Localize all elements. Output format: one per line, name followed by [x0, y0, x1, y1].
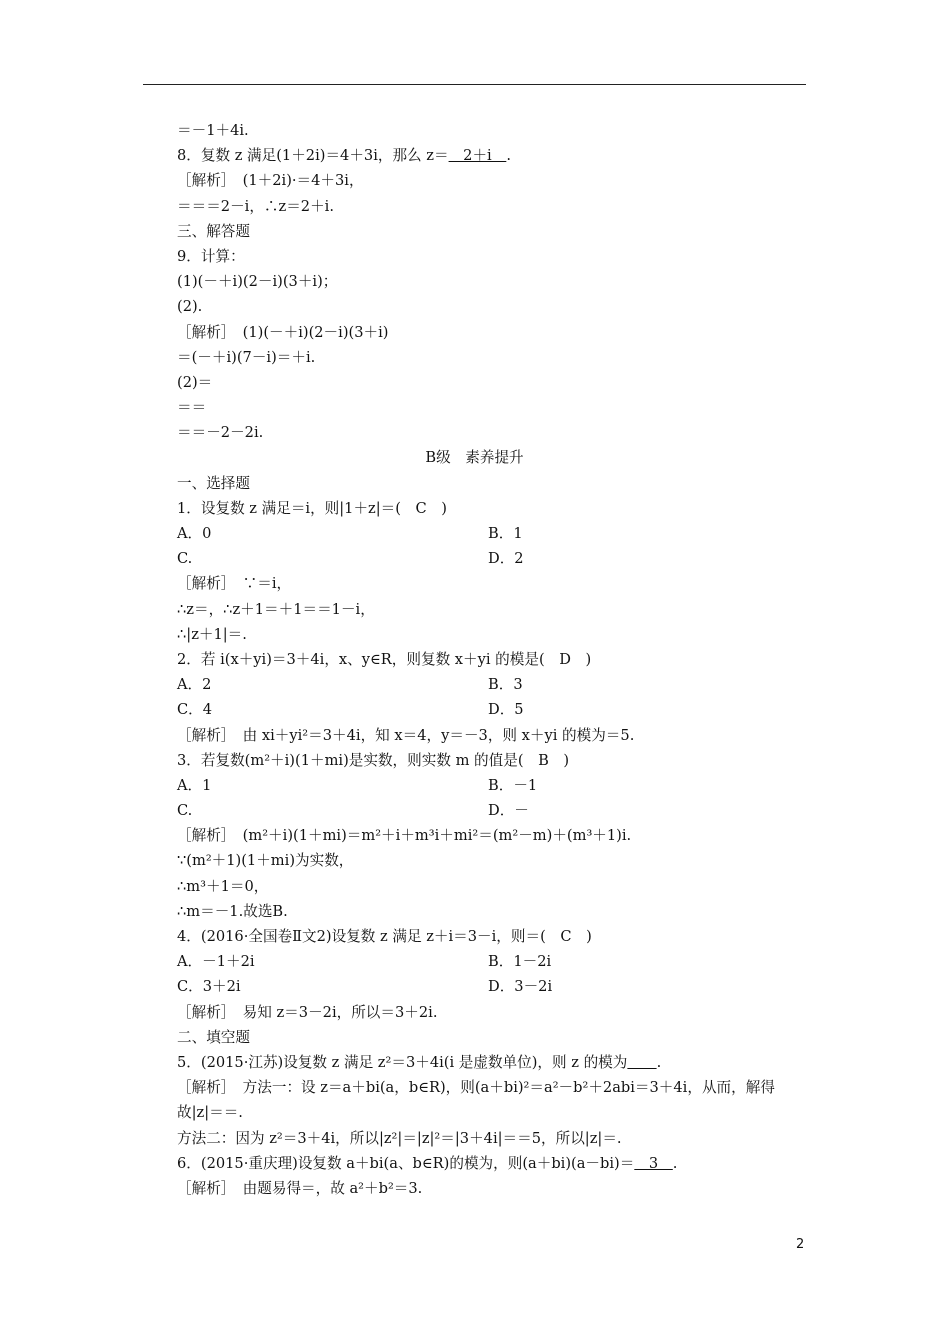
question-text: 6．(2015·重庆理)设复数 a＋bi(a、b∈R)的模为，则(a＋bi)(a－bi)＝: [177, 1154, 635, 1172]
text-line: ［解析］ (m²＋i)(1＋mi)＝m²＋i＋m³i＋mi²＝(m²－m)＋(m³＋1)i.: [177, 827, 632, 845]
question-text: 8．复数 z 满足(1＋2i)＝4＋3i，那么 z＝: [177, 147, 449, 165]
text-line: ∴|z＋1|＝.: [177, 625, 247, 643]
choice-option: A．2: [177, 676, 212, 694]
text-line: ＝＝＝2－i，∴z＝2＋i.: [177, 197, 334, 215]
text-line: (2)＝: [177, 373, 213, 391]
choice-option: B．3: [488, 676, 523, 694]
text-line: ＝＝: [177, 399, 207, 417]
text-line: ＝－1＋4i.: [177, 122, 249, 139]
text-line: 4．(2016·全国卷Ⅱ文2)设复数 z 满足 z＋i＝3－i，则＝( C ): [177, 928, 592, 945]
answer-blank: 3: [634, 1154, 673, 1172]
text-line: ［解析］ 由题易得＝，故 a²＋b²＝3.: [177, 1179, 423, 1197]
text-line: ［解析］ (1)(－＋i)(2－i)(3＋i): [177, 323, 389, 341]
text-line: ∴m³＋1＝0，: [177, 877, 269, 895]
page-number: 2: [796, 1237, 805, 1252]
text-line: 一、选择题: [177, 474, 250, 492]
choice-option: A．－1＋2i: [177, 953, 255, 971]
text-line: ＝＝－2－2i.: [177, 424, 264, 442]
header-rule: [143, 84, 806, 85]
choice-option: D．2: [488, 550, 524, 568]
text-line: 2．若 i(x＋yi)＝3＋4i，x、y∈R，则复数 x＋yi 的模是( D ): [177, 650, 592, 668]
text-line: ∴m＝－1.故选B.: [177, 902, 288, 920]
choice-option: C.: [177, 550, 193, 568]
choice-row: [177, 974, 817, 999]
choice-option: B．1: [488, 525, 523, 542]
fill-in-question: [177, 1151, 817, 1176]
fill-in-question: [177, 143, 817, 168]
text-line: 9．计算：: [177, 247, 245, 265]
document-body: [177, 118, 817, 1201]
text-line: 三、解答题: [177, 222, 250, 240]
text-line: ∵(m²＋1)(1＋mi)为实数，: [177, 852, 354, 870]
choice-option: A．1: [177, 776, 212, 794]
text-line: 二、填空题: [177, 1028, 250, 1046]
choice-option: C．4: [177, 701, 213, 719]
choice-option: B．1－2i: [488, 953, 552, 971]
answer-blank: [627, 1054, 656, 1071]
choice-option: D．3－2i: [488, 978, 553, 996]
question-end: .: [506, 147, 511, 165]
text-line: 1．设复数 z 满足＝i，则|1＋z|＝( C ): [177, 499, 447, 517]
text-line: ［解析］ 易知 z＝3－2i，所以＝3＋2i.: [177, 1003, 438, 1021]
choice-row: [177, 798, 817, 823]
choice-option: A．0: [177, 525, 212, 542]
choice-option: C.: [177, 802, 193, 820]
question-end: .: [656, 1053, 662, 1071]
text-line: ＝(－＋i)(7－i)＝＋i.: [177, 348, 316, 366]
section-heading: B级 素养提升: [425, 449, 524, 467]
choice-option: D．－: [488, 802, 529, 820]
choice-row: [177, 546, 817, 571]
choice-row: [177, 773, 817, 798]
text-line: ∴z＝，∴z＋1＝＋1＝＝1－i，: [177, 600, 375, 618]
text-line: 故|z|＝＝.: [177, 1104, 243, 1122]
question-text: 5．(2015·江苏)设复数 z 满足 z²＝3＋4i(i 是虚数单位)，则 z 的模为: [177, 1053, 628, 1071]
text-line: ［解析］ 由 xi＋yi²＝3＋4i，知 x＝4，y＝－3，则 x＋yi 的模为＝5.: [177, 726, 635, 744]
choice-option: B．－1: [488, 776, 538, 794]
choice-row: [177, 672, 817, 697]
text-line: (1)(－＋i)(2－i)(3＋i)；: [177, 273, 338, 291]
choice-row: [177, 521, 817, 546]
question-end: .: [672, 1154, 678, 1172]
text-line: ［解析］ 方法一：设 z＝a＋bi(a，b∈R)，则(a＋bi)²＝a²－b²＋2abi＝3＋4i，从而，解得: [177, 1079, 775, 1097]
text-line: ［解析］ ∵＝i，: [177, 575, 292, 593]
choice-row: [177, 697, 817, 722]
text-line: ［解析］ (1＋2i)·＝4＋3i，: [177, 172, 364, 190]
answer-blank: 2＋i: [448, 147, 507, 165]
text-line: 方法二：因为 z²＝3＋4i，所以|z²|＝|z|²＝|3＋4i|＝＝5，所以|z|＝.: [177, 1129, 622, 1147]
choice-option: C．3＋2i: [177, 978, 241, 996]
choice-option: D．5: [488, 701, 524, 719]
text-line: 3．若复数(m²＋i)(1＋mi)是实数，则实数 m 的值是( B ): [177, 751, 570, 769]
text-line: (2).: [177, 298, 203, 316]
choice-row: [177, 949, 817, 974]
fill-in-question: [177, 1050, 817, 1075]
